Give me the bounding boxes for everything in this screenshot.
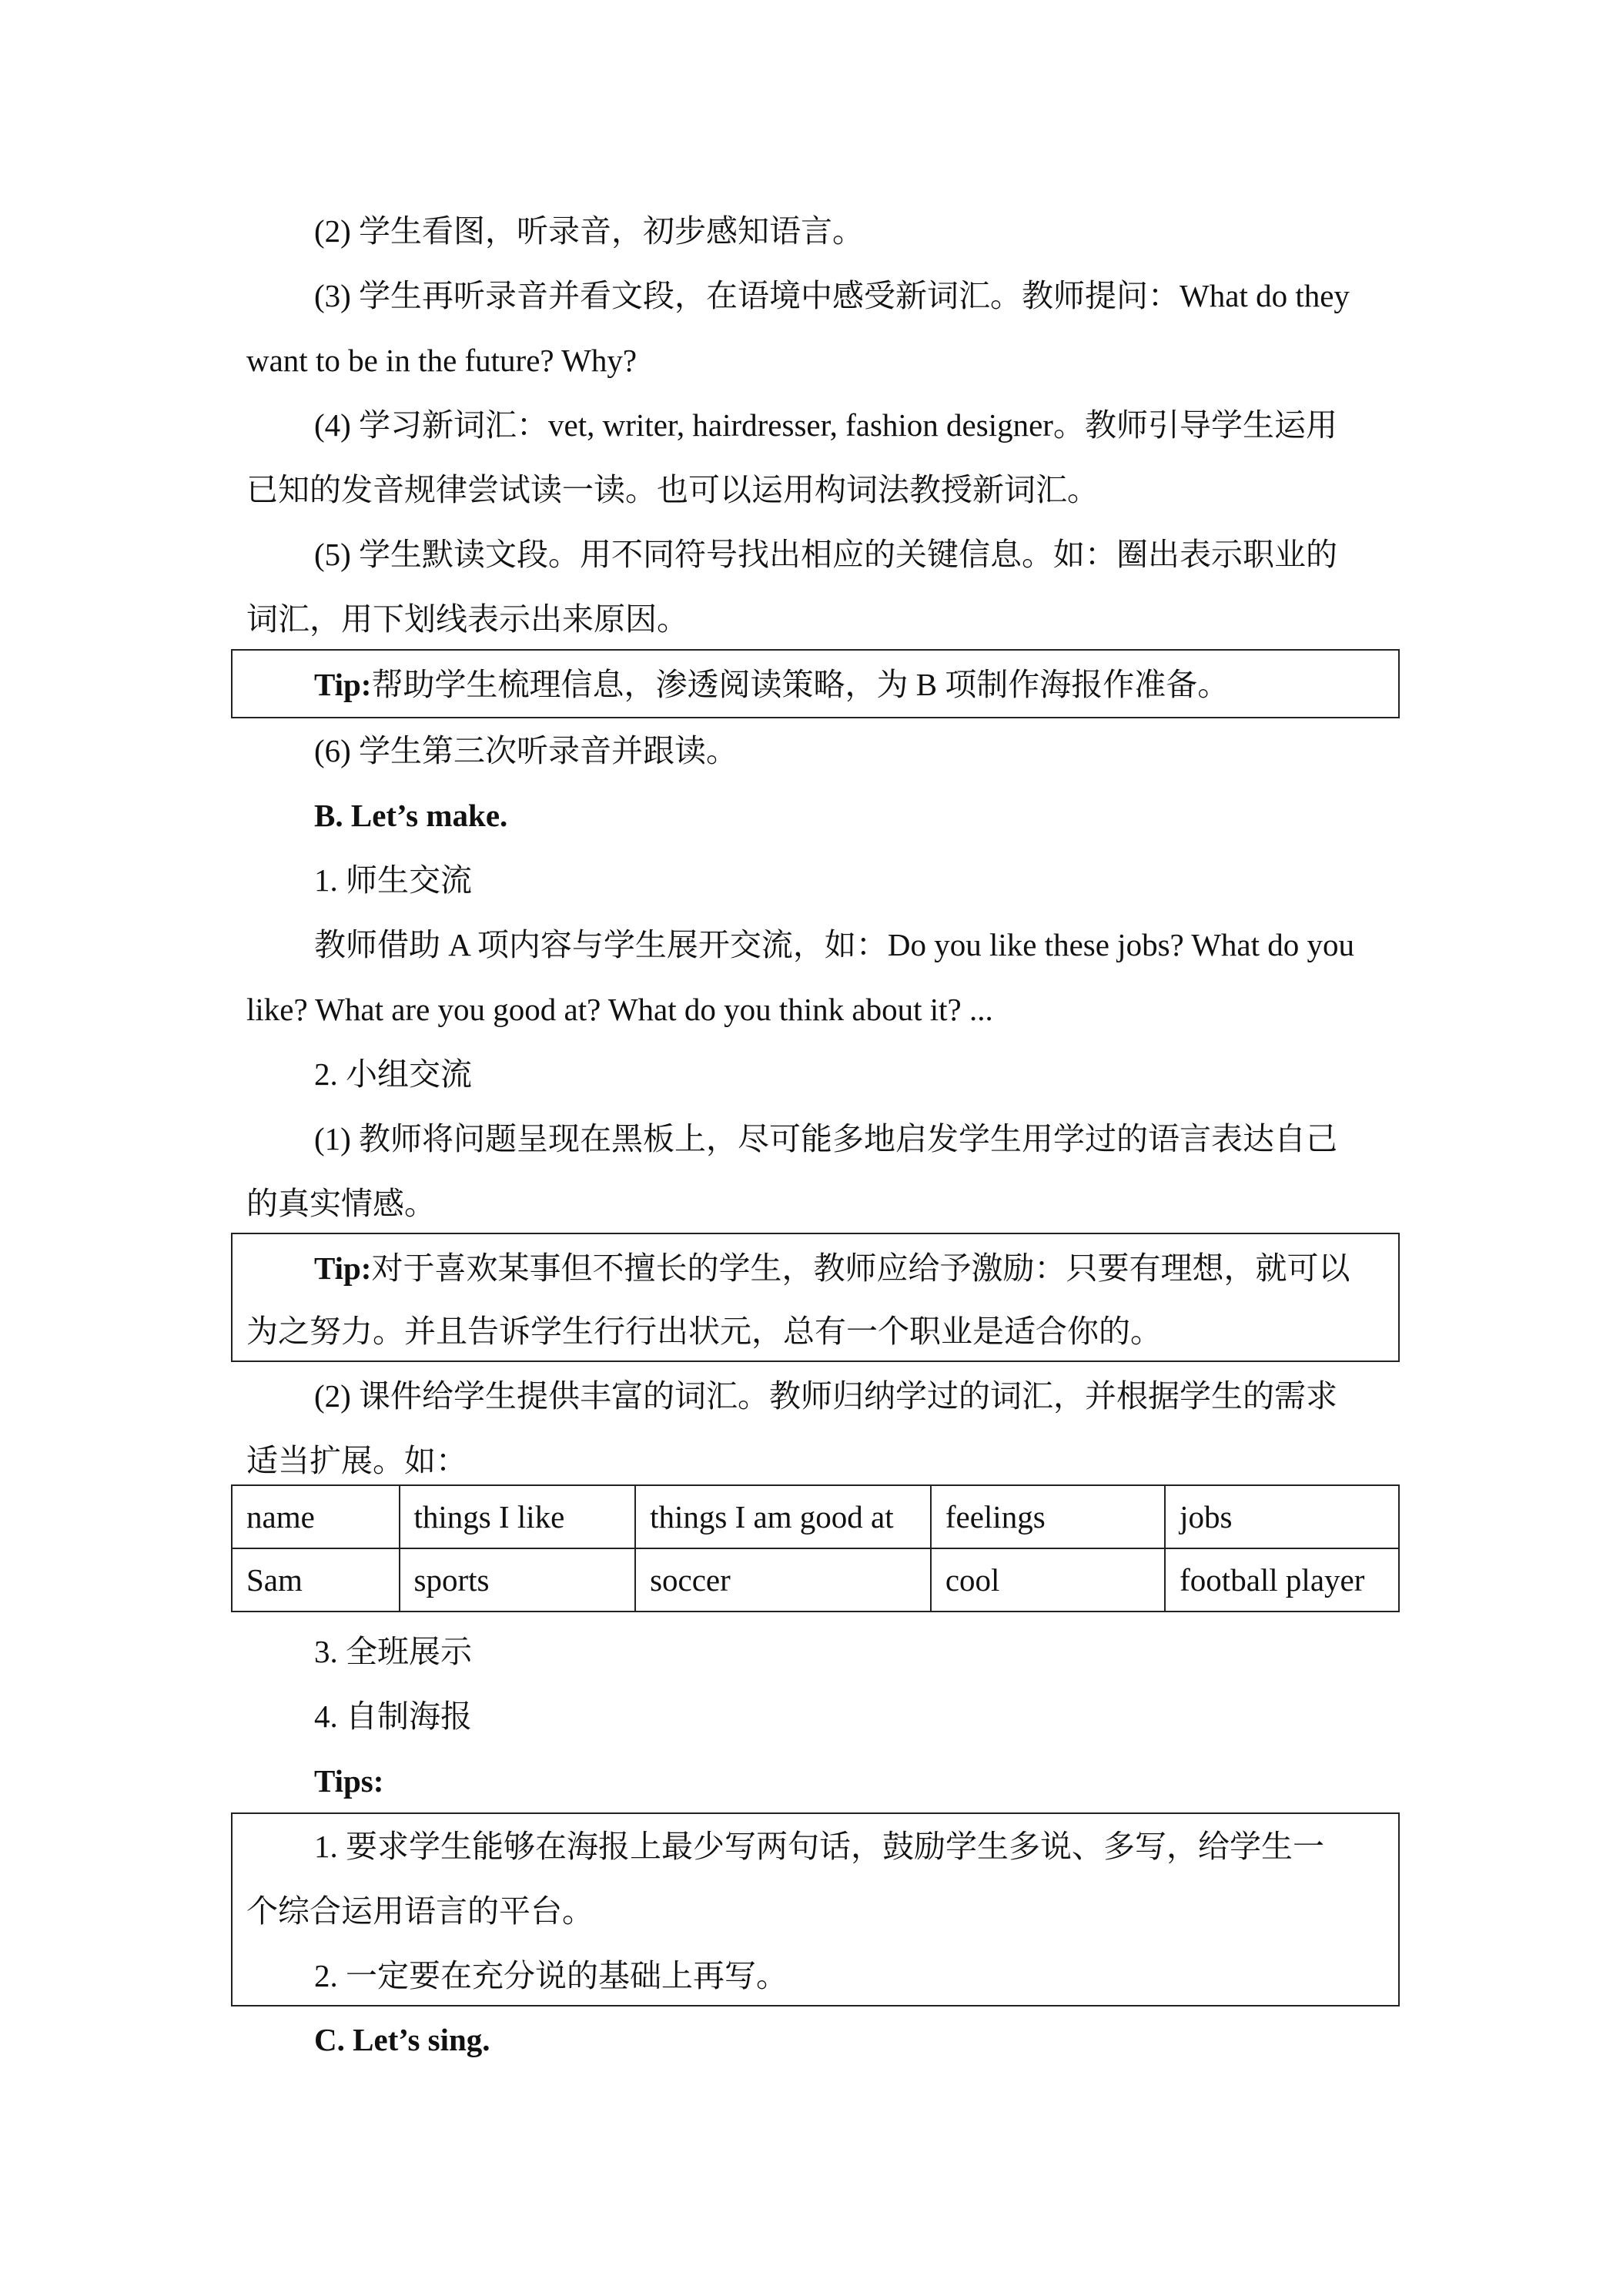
tips-box-poster bbox=[231, 1812, 1400, 2006]
section-c-heading: C. Let’s sing. bbox=[314, 2022, 490, 2057]
table-cell: name bbox=[232, 1485, 400, 1548]
table-cell: things I like bbox=[400, 1485, 636, 1548]
table-cell: football player bbox=[1165, 1548, 1399, 1612]
tip-line bbox=[314, 1236, 1350, 1300]
table-cell: cool bbox=[931, 1548, 1165, 1612]
table-cell: jobs bbox=[1165, 1485, 1399, 1548]
section-b-item-1: 1. 师生交流 bbox=[314, 862, 472, 898]
section-b-item-2: 2. 小组交流 bbox=[314, 1056, 472, 1092]
paragraph-step-4-line-1: (4) 学习新词汇：vet, writer, hairdresser, fashion designer。教师引导学生运用 bbox=[314, 407, 1337, 443]
section-b-sub-1-line-2: 的真实情感。 bbox=[246, 1186, 436, 1221]
table-cell: sports bbox=[400, 1548, 636, 1612]
tip-text: 帮助学生梳理信息，渗透阅读策略，为 B 项制作海报作准备。 bbox=[371, 667, 1230, 702]
table-header-row bbox=[232, 1485, 1399, 1548]
paragraph-step-6: (6) 学生第三次听录音并跟读。 bbox=[314, 733, 738, 768]
section-b-sub-2-line-2: 适当扩展。如： bbox=[246, 1443, 467, 1478]
table-row bbox=[232, 1548, 1399, 1612]
section-b-item-4: 4. 自制海报 bbox=[314, 1699, 472, 1734]
tip-text: 对于喜欢某事但不擅长的学生，教师应给予激励：只要有理想，就可以 bbox=[371, 1250, 1350, 1286]
table-cell: things I am good at bbox=[635, 1485, 931, 1548]
table-cell: Sam bbox=[232, 1548, 400, 1612]
tip-line bbox=[314, 652, 1229, 717]
tips-line: 2. 一定要在充分说的基础上再写。 bbox=[314, 1958, 788, 1993]
table-cell: soccer bbox=[635, 1548, 931, 1612]
section-b-sub-2-line-1: (2) 课件给学生提供丰富的词汇。教师归纳学过的词汇，并根据学生的需求 bbox=[314, 1378, 1338, 1414]
tip-box-reading-strategy bbox=[231, 649, 1400, 718]
paragraph-step-2: (2) 学生看图，听录音，初步感知语言。 bbox=[314, 213, 865, 249]
paragraph-step-4-line-2: 已知的发音规律尝试读一读。也可以运用构词法教授新词汇。 bbox=[246, 472, 1099, 507]
tips-line: 1. 要求学生能够在海报上最少写两句话，鼓励学生多说、多写，给学生一 bbox=[314, 1829, 1324, 1864]
section-b-heading: B. Let’s make. bbox=[314, 798, 508, 833]
paragraph-step-3-line-2: want to be in the future? Why? bbox=[246, 343, 637, 378]
tip-box-encouragement bbox=[231, 1233, 1400, 1362]
paragraph-step-5-line-1: (5) 学生默读文段。用不同符号找出相应的关键信息。如：圈出表示职业的 bbox=[314, 537, 1338, 572]
tips-line: 个综合运用语言的平台。 bbox=[246, 1893, 594, 1929]
table-cell: feelings bbox=[931, 1485, 1165, 1548]
section-b-item-3: 3. 全班展示 bbox=[314, 1634, 472, 1669]
tip-line: 为之努力。并且告诉学生行行出状元，总有一个职业是适合你的。 bbox=[246, 1314, 1162, 1349]
tips-heading: Tips: bbox=[314, 1763, 384, 1799]
tip-label: Tip: bbox=[314, 1250, 372, 1286]
section-b-description-line-1: 教师借助 A 项内容与学生展开交流，如：Do you like these jobs? What do you bbox=[314, 927, 1355, 962]
paragraph-step-5-line-2: 词汇，用下划线表示出来原因。 bbox=[246, 601, 688, 637]
paragraph-step-3-line-1: (3) 学生再听录音并看文段，在语境中感受新词汇。教师提问：What do they bbox=[314, 278, 1350, 313]
section-b-description-line-2: like? What are you good at? What do you think about it? ... bbox=[246, 992, 993, 1027]
section-b-sub-1-line-1: (1) 教师将问题呈现在黑板上，尽可能多地启发学生用学过的语言表达自己 bbox=[314, 1121, 1338, 1156]
tip-label: Tip: bbox=[314, 667, 372, 702]
vocabulary-table bbox=[231, 1484, 1400, 1612]
